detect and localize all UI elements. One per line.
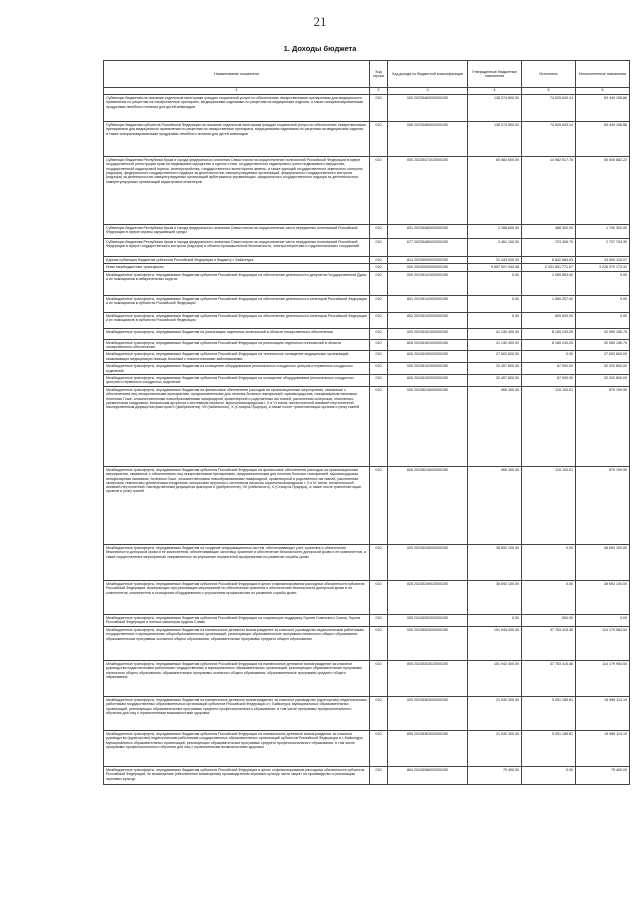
- line-code-cell: 010: [370, 626, 388, 660]
- unexecuted-amount-cell: 32 965 156.75: [576, 328, 630, 339]
- line-code-cell: 010: [370, 239, 388, 257]
- line-code-cell: 010: [370, 328, 388, 339]
- unexecuted-amount-cell: 879 199.99: [576, 386, 630, 466]
- line-code-cell: 010: [370, 696, 388, 730]
- unexecuted-amount-cell: 0.00: [576, 614, 630, 626]
- header-line-code: Код строки: [370, 61, 388, 88]
- table-row: [104, 363, 630, 375]
- unexecuted-amount-cell: 0.00: [576, 295, 630, 312]
- approved-amount-cell: 41 130 400.00: [468, 328, 522, 339]
- unexecuted-amount-cell: 3 226 270 173.31: [576, 264, 630, 271]
- line-code-cell: 010: [370, 122, 388, 157]
- classification-code-cell: 000 20245363000000150: [388, 696, 468, 730]
- classification-code-cell: 000 20245141020000150: [388, 271, 468, 295]
- approved-amount-cell: 0.00: [468, 614, 522, 626]
- table-row: [104, 157, 630, 225]
- classification-code-cell: 802 20245142020000150: [388, 312, 468, 328]
- unexecuted-amount-cell: 114 179 984.54: [576, 660, 630, 696]
- classification-code-cell: 814 20235900020000150: [388, 257, 468, 264]
- table-row: [104, 614, 630, 626]
- column-number: 2: [370, 88, 388, 95]
- executed-amount-cell: 2 069 804.00: [522, 271, 576, 295]
- line-code-cell: 010: [370, 257, 388, 264]
- header-indicator-name: Наименование показателя: [104, 61, 370, 88]
- classification-code-cell: 055 20245252020000150: [388, 614, 468, 626]
- line-code-cell: 010: [370, 374, 388, 386]
- classification-code-cell: 000 20240000000000150: [388, 264, 468, 271]
- indicator-name-cell: Межбюджетные трансферты, передаваемые бюджетам субъектов Российской Федерации на обеспечение деятельности депутатов Государственной Думы и их помощников в избирательных округах: [104, 271, 370, 295]
- indicator-name-cell: Иные межбюджетные трансферты: [104, 264, 370, 271]
- executed-amount-cell: 74 825 643.14: [522, 122, 576, 157]
- executed-amount-cell: 37 763 415.46: [522, 660, 576, 696]
- unexecuted-amount-cell: 879 199.99: [576, 466, 630, 544]
- column-number-row: [104, 88, 630, 95]
- line-code-cell: 010: [370, 295, 388, 312]
- classification-code-cell: 831 20235480020000150: [388, 225, 468, 239]
- table-row: [104, 351, 630, 363]
- line-code-cell: 010: [370, 225, 388, 239]
- table-header-row: [104, 61, 630, 88]
- indicator-name-cell: Межбюджетные трансферты, передаваемые бюджетам субъектов Российской Федерации на финансовое обеспечение расходов на организационные мероприятия, связанные с обеспечением лиц лекарственными препаратами, предназначенными для лечения больных гемофилией, муковисцидозом, гипофизарным нанизмом, болезнью Гоше, злокачественными новообразованиями лимфоидной, кроветворной и родственных им тканей, рассеянным склерозом, гемолитико-уремическим синдромом, юношеским артритом с системным началом, мукополисахаридозом I, II и VI типов, апластической анемией неуточненной, наследственным дефицитом факторов II (фибриногена), VII (лабильного), X (Стюарта-Прауэра), а также после трансплантации органов и (или) тканей: [104, 466, 370, 544]
- approved-amount-cell: 31 443 000.00: [468, 257, 522, 264]
- classification-code-cell: 826 20245249020000150: [388, 580, 468, 614]
- line-code-cell: 010: [370, 580, 388, 614]
- approved-amount-cell: 151 943 400.00: [468, 660, 522, 696]
- line-code-cell: 010: [370, 157, 388, 225]
- classification-code-cell: 864 20245366020000150: [388, 766, 468, 784]
- table-row: [104, 257, 630, 264]
- classification-code-cell: 826 20245161020000150: [388, 339, 468, 351]
- indicator-name-cell: Межбюджетные трансферты, передаваемые бюджетам субъектов Российской Федерации на ежемесячное денежное вознаграждение за классное руководство педагогическим работникам государственных и муниципальных образовательных организаций, реализующих образовательные программы начального общего образования, образовательные программы основного общего образования, образовательные программы среднего общего образования: [104, 660, 370, 696]
- indicator-name-cell: Межбюджетные трансферты, передаваемые бюджетам субъектов Российской Федерации в целях софинансирования расходных обязательств субъектов Российской Федерации, по возмещению (обеспечению возмещения) производителям зерновых культур части затрат на производство и реализацию зерновых культур: [104, 766, 370, 784]
- approved-amount-cell: 138 274 800.00: [468, 95, 522, 122]
- line-code-cell: 010: [370, 730, 388, 766]
- executed-amount-cell: 0.00: [522, 580, 576, 614]
- executed-amount-cell: 8 165 243.25: [522, 339, 576, 351]
- unexecuted-amount-cell: 50 600 682.22: [576, 157, 630, 225]
- table-row: [104, 312, 630, 328]
- approved-amount-cell: 968 300.00: [468, 466, 522, 544]
- approved-amount-cell: 2 188 600.00: [468, 225, 522, 239]
- executed-amount-cell: 6 842 884.93: [522, 257, 576, 264]
- executed-amount-cell: 0.00: [522, 351, 576, 363]
- unexecuted-amount-cell: 24 600 115.07: [576, 257, 630, 264]
- approved-amount-cell: 65 583 600.00: [468, 157, 522, 225]
- table-row: [104, 264, 630, 271]
- table-row: [104, 295, 630, 312]
- executed-amount-cell: 119 100.01: [522, 466, 576, 544]
- executed-amount-cell: 509 600.00: [522, 312, 576, 328]
- executed-amount-cell: 14 982 917.78: [522, 157, 576, 225]
- line-code-cell: 010: [370, 466, 388, 544]
- indicator-name-cell: Субвенции бюджетам Республики Крым и города федерального значения Севастополя на осуществление части переданных полномочий Российской Федерации в сфере государственного контроля (надзора) в области промышленной безопасности, электроэнергетики и гидротехнических сооружений: [104, 239, 370, 257]
- classification-code-cell: 677 20235486020000150: [388, 239, 468, 257]
- line-code-cell: 010: [370, 312, 388, 328]
- line-code-cell: 010: [370, 766, 388, 784]
- approved-amount-cell: 5 657 921 944.38: [468, 264, 522, 271]
- indicator-name-cell: Межбюджетные трансферты, передаваемые бюджетам субъектов Российской Федерации на обеспечение деятельности сенаторов Российской Федерации и их помощников в субъектах Российской Федерации: [104, 312, 370, 328]
- unexecuted-amount-cell: 114 179 984.54: [576, 626, 630, 660]
- page-number: 21: [313, 14, 327, 29]
- classification-code-cell: 000 20245303000000150: [388, 626, 468, 660]
- executed-amount-cell: 5 051 185.81: [522, 696, 576, 730]
- line-code-cell: 010: [370, 363, 388, 375]
- classification-code-cell: 000 20245249000000150: [388, 544, 468, 580]
- approved-amount-cell: 38 692 100.00: [468, 544, 522, 580]
- unexecuted-amount-cell: 0.00: [576, 312, 630, 328]
- classification-code-cell: 826 20245190020000150: [388, 351, 468, 363]
- approved-amount-cell: 79 400.00: [468, 766, 522, 784]
- unexecuted-amount-cell: 15 989 114.19: [576, 696, 630, 730]
- table-row: [104, 239, 630, 257]
- classification-code-cell: 826 20245216020000150: [388, 466, 468, 544]
- line-code-cell: 010: [370, 95, 388, 122]
- table-row: [104, 766, 630, 784]
- indicator-name-cell: Субвенции бюджетам субъектов Российской Федерации на оказание отдельным категориям граждан социальной услуги по обеспечению лекарственными препаратами для медицинского применения по рецептам на лекарственные препараты, медицинскими изделиями по рецептам на медицинские изделия, а также специализированными продуктами лечебного питания для детей-инвалидов: [104, 122, 370, 157]
- executed-amount-cell: 1 560 207.00: [522, 295, 576, 312]
- line-code-cell: 010: [370, 614, 388, 626]
- revenue-table: [103, 60, 630, 785]
- unexecuted-amount-cell: 32 320 800.00: [576, 374, 630, 386]
- executed-amount-cell: 0.00: [522, 766, 576, 784]
- executed-amount-cell: 488 300.00: [522, 225, 576, 239]
- indicator-name-cell: Межбюджетные трансферты, передаваемые бюджетам на ежемесячное денежное вознаграждение за классное руководство педагогическим работникам государственных и муниципальных общеобразовательных организаций, реализующих образовательные программы начального общего образования, образовательные программы основного общего образования, образовательные программы среднего общего образования: [104, 626, 370, 660]
- classification-code-cell: 000 20235471020000150: [388, 157, 468, 225]
- header-budget-classification-code: Код дохода по бюджетной классификации: [388, 61, 468, 88]
- executed-amount-cell: 8 165 243.25: [522, 328, 576, 339]
- unexecuted-amount-cell: 79 400.00: [576, 766, 630, 784]
- indicator-name-cell: Межбюджетные трансферты, передаваемые бюджетам на реализацию отдельных полномочий в области лекарственного обеспечения: [104, 328, 370, 339]
- classification-code-cell: 000 20245161000000150: [388, 328, 468, 339]
- section-title: 1. Доходы бюджета: [283, 44, 357, 53]
- indicator-name-cell: Межбюджетные трансферты, передаваемые бюджетам субъектов Российской Федерации в целях софинансирования расходных обязательств субъектов Российской Федерации, возникающих при реализации мероприятий по обеспечению хранения и обеспечению безопасности донорской крови и ее компонентов, компонентов и оснащения оборудованием с улучшением профилактики по развитию службы крови: [104, 580, 370, 614]
- unexecuted-amount-cell: 27 602 600.00: [576, 351, 630, 363]
- classification-code-cell: 805 20245363020000150: [388, 730, 468, 766]
- classification-code-cell: 000 20245192000000150: [388, 363, 468, 375]
- line-code-cell: 010: [370, 264, 388, 271]
- table-row: [104, 339, 630, 351]
- line-code-cell: 010: [370, 339, 388, 351]
- classification-code-cell: 000 20235460000000150: [388, 95, 468, 122]
- executed-amount-cell: 2 431 651 771.07: [522, 264, 576, 271]
- executed-amount-cell: 0.00: [522, 544, 576, 580]
- column-number: 4: [468, 88, 522, 95]
- table-row: [104, 328, 630, 339]
- approved-amount-cell: 38 692 100.00: [468, 580, 522, 614]
- table-body: [104, 95, 630, 785]
- indicator-name-cell: Межбюджетные трансферты, передаваемые бюджетам субъектов Российской Федерации на ежемесячное денежное вознаграждение за классное руководство (кураторство) педагогическим работникам государственных образовательных организаций субъектов Российской Федерации и г. Байконура, муниципальных образовательных организаций, реализующих образовательные программы среднего профессионального образования, в том числе программы профессионального обучения для лиц с ограниченными возможностями здоровья: [104, 730, 370, 766]
- approved-amount-cell: 0.00: [468, 295, 522, 312]
- approved-amount-cell: 32 407 800.00: [468, 363, 522, 375]
- indicator-name-cell: Субвенции бюджетам на оказание отдельным категориям граждан социальной услуги по обеспечению лекарственными препаратами для медицинского применения по рецептам на лекарственные препараты, медицинскими изделиями по рецептам на медицинские изделия, а также специализированными продуктами лечебного питания для детей-инвалидов: [104, 95, 370, 122]
- approved-amount-cell: 3 461 100.00: [468, 239, 522, 257]
- executed-amount-cell: 37 763 415.46: [522, 626, 576, 660]
- column-number: 1: [104, 88, 370, 95]
- executed-amount-cell: 87 000.00: [522, 363, 576, 375]
- table-row: [104, 466, 630, 544]
- executed-amount-cell: 87 000.00: [522, 374, 576, 386]
- indicator-name-cell: Межбюджетные трансферты, передаваемые бюджетам субъектов Российской Федерации на техническое оснащение медицинских организаций, оказывающих медицинскую помощь больным с онкологическими заболеваниями: [104, 351, 370, 363]
- column-number: 3: [388, 88, 468, 95]
- approved-amount-cell: 21 040 300.00: [468, 730, 522, 766]
- unexecuted-amount-cell: 38 692 100.00: [576, 544, 630, 580]
- classification-code-cell: 801 20245142020000150: [388, 295, 468, 312]
- unexecuted-amount-cell: 2 737 793.30: [576, 239, 630, 257]
- indicator-name-cell: Межбюджетные трансферты, передаваемые бюджетам на ежемесячное денежное вознаграждение за классное руководство (кураторство) педагогическим работникам государственных образовательных организаций субъектов Российской Федерации и г. Байконура, муниципальных образовательных организаций, реализующих образовательные программы среднего профессионального образования, в том числе программы профессионального обучения для лиц с ограниченными возможностями здоровья: [104, 696, 370, 730]
- table-row: [104, 626, 630, 660]
- indicator-name-cell: Межбюджетные трансферты, передаваемые бюджетам на оснащение оборудованием региональных сосудистых центров и первичных сосудистых отделений: [104, 363, 370, 375]
- indicator-name-cell: Межбюджетные трансферты, передаваемые бюджетам субъектов Российской Федерации на обеспечение деятельности сенаторов Российской Федерации и их помощников в субъектах Российской Федерации: [104, 295, 370, 312]
- indicator-name-cell: Межбюджетные трансферты, передаваемые бюджетам на финансовое обеспечение расходов на организационные мероприятия, связанные с обеспечением лиц лекарственными препаратами, предназначенными для лечения больных гемофилией, муковисцидозом, гипофизарным нанизмом, болезнью Гоше, злокачественными новообразованиями лимфоидной, кроветворной и родственных им тканей, рассеянным склерозом, гемолитико-уремическим синдромом, юношеским артритом с системным началом, мукополисахаридозом I, II и VI типов, апластической анемией неуточненной, наследственным дефицитом факторов II (фибриногена), VII (лабильного), X (Стюарта-Прауэра), а также после трансплантации органов и (или) тканей: [104, 386, 370, 466]
- approved-amount-cell: 0.00: [468, 312, 522, 328]
- line-code-cell: 010: [370, 544, 388, 580]
- table-row: [104, 225, 630, 239]
- indicator-name-cell: Единая субвенция бюджетам субъектов Российской Федерации и бюджету г. Байконура: [104, 257, 370, 264]
- classification-code-cell: 805 20245303020000150: [388, 660, 468, 696]
- column-number: 5: [522, 88, 576, 95]
- table-row: [104, 374, 630, 386]
- approved-amount-cell: 968 300.00: [468, 386, 522, 466]
- executed-amount-cell: 5 051 185.81: [522, 730, 576, 766]
- line-code-cell: 010: [370, 271, 388, 295]
- table-row: [104, 122, 630, 157]
- approved-amount-cell: 138 274 800.00: [468, 122, 522, 157]
- indicator-name-cell: Межбюджетные трансферты, передаваемые бюджетам субъектов Российской Федерации на оснащение оборудованием региональных сосудистых центров и первичных сосудистых отделений: [104, 374, 370, 386]
- unexecuted-amount-cell: 1 700 300.00: [576, 225, 630, 239]
- unexecuted-amount-cell: 0.00: [576, 271, 630, 295]
- table-row: [104, 271, 630, 295]
- column-number: 6: [576, 88, 630, 95]
- indicator-name-cell: Межбюджетные трансферты, передаваемые бюджетам на создание информационных систем, обеспечивающих учет, хранение и обеспечение безопасности донорской крови и ее компонентов, обеспечивающих заготовку, хранение и обеспечение безопасности донорской крови и ее компонентов, а также осуществление мероприятий, направленных на улучшение показателей профилактики по развитию службы крови: [104, 544, 370, 580]
- table-row: [104, 580, 630, 614]
- indicator-name-cell: Межбюджетные трансферты, передаваемые бюджетам субъектов Российской Федерации на реализацию отдельных полномочий в области лекарственного обеспечения: [104, 339, 370, 351]
- unexecuted-amount-cell: 63 449 156.86: [576, 95, 630, 122]
- table-row: [104, 660, 630, 696]
- classification-code-cell: 056 20235460020000150: [388, 122, 468, 157]
- header-executed: Исполнено: [522, 61, 576, 88]
- unexecuted-amount-cell: 15 989 114.19: [576, 730, 630, 766]
- executed-amount-cell: 500.00: [522, 614, 576, 626]
- table-row: [104, 730, 630, 766]
- approved-amount-cell: 32 407 800.00: [468, 374, 522, 386]
- line-code-cell: 010: [370, 351, 388, 363]
- executed-amount-cell: 74 825 643.14: [522, 95, 576, 122]
- indicator-name-cell: Субвенции бюджетам Республики Крым и города федерального значения Севастополя на осуществление части переданных полномочий Российской Федерации в сфере охраны окружающей среды: [104, 225, 370, 239]
- table-row: [104, 544, 630, 580]
- unexecuted-amount-cell: 32 965 156.75: [576, 339, 630, 351]
- unexecuted-amount-cell: 38 692 100.00: [576, 580, 630, 614]
- approved-amount-cell: 21 040 300.00: [468, 696, 522, 730]
- table-row: [104, 95, 630, 122]
- table-row: [104, 696, 630, 730]
- table-row: [104, 386, 630, 466]
- classification-code-cell: 826 20245192020000150: [388, 374, 468, 386]
- approved-amount-cell: 27 602 600.00: [468, 351, 522, 363]
- unexecuted-amount-cell: 63 449 156.86: [576, 122, 630, 157]
- indicator-name-cell: Межбюджетные трансферты, передаваемые бюджетам субъектов Российской Федерации на социальную поддержку Героев Советского Союза, Героев Российской Федерации и полных кавалеров ордена Славы: [104, 614, 370, 626]
- header-unexecuted: Неисполненные назначения: [576, 61, 630, 88]
- approved-amount-cell: 151 943 400.00: [468, 626, 522, 660]
- executed-amount-cell: 723 306.70: [522, 239, 576, 257]
- header-approved-budget: Утвержденные бюджетные назначения: [468, 61, 522, 88]
- unexecuted-amount-cell: 32 320 800.00: [576, 363, 630, 375]
- indicator-name-cell: Субвенции бюджетам Республики Крым и города федерального значения Севастополя на осуществление полномочий Российской Федерации в сфере государственной регистрации прав на недвижимое имущество и сделок с ним, государственного кадастрового учета недвижимого имущества, государственной кадастровой оценки, землеустройства, государственного мониторинга земель, а также функций государственного земельного контроля (надзора), федерального государственного надзора за деятельностью саморегулируемых организаций, федерального государственного контроля (надзора) за деятельностью саморегулируемых организаций арбитражных управляющих, федерального государственного надзора за деятельностью саморегулируемых организаций кадастровых инженеров: [104, 157, 370, 225]
- executed-amount-cell: 119 100.01: [522, 386, 576, 466]
- approved-amount-cell: 0.00: [468, 271, 522, 295]
- classification-code-cell: 000 20245216000000150: [388, 386, 468, 466]
- line-code-cell: 010: [370, 386, 388, 466]
- line-code-cell: 010: [370, 660, 388, 696]
- approved-amount-cell: 41 130 400.00: [468, 339, 522, 351]
